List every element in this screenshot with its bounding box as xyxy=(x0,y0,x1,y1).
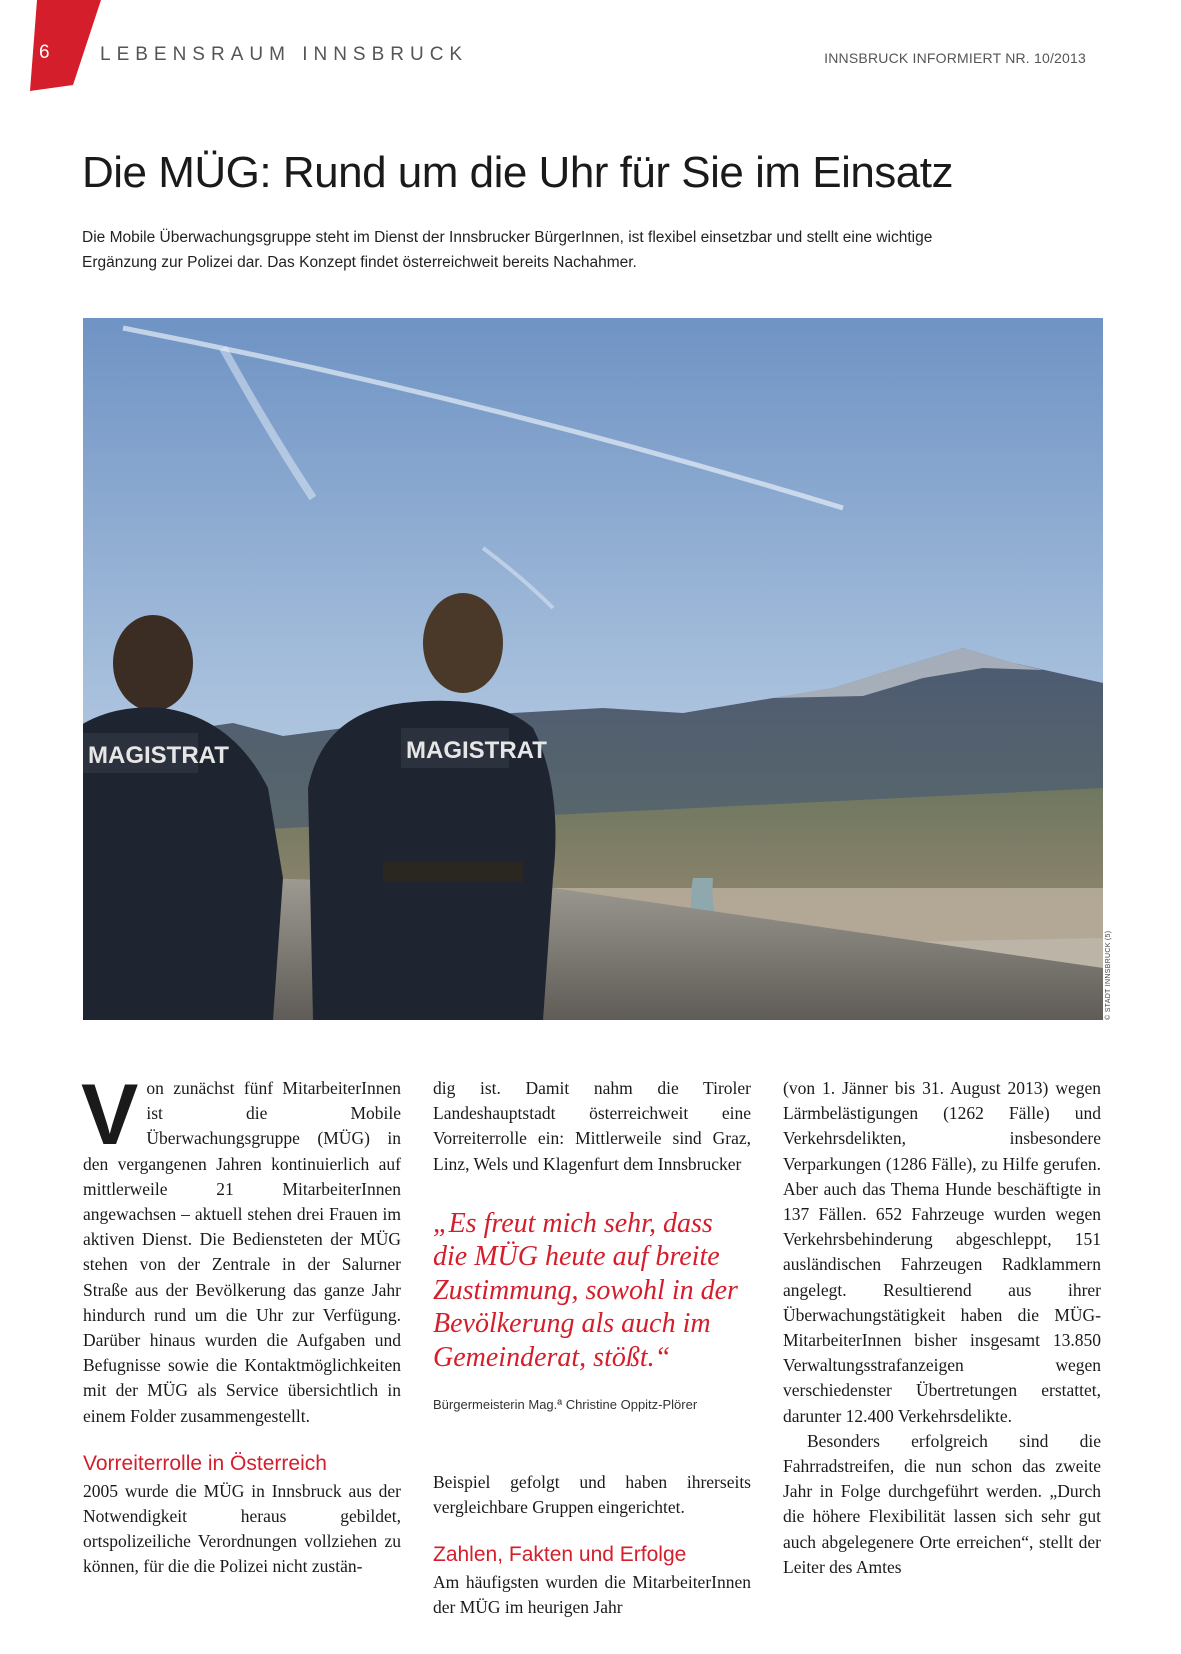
page-number: 6 xyxy=(39,42,50,63)
paragraph: Am häufigsten wurden die MitarbeiterInnen der MÜG im heurigen Jahr xyxy=(433,1571,751,1618)
paragraph: Besonders erfolgreich sind die Fahrradstreifen, die nun schon das zweite Jahr in Folge durchgeführt werden. „Durch die höhere Flexibilität lassen sich sehr gut auch abgelegenere Orte erreichen“, stellt der Leiter des Amtes xyxy=(783,1430,1101,1577)
article-column-2 xyxy=(433,1076,751,1620)
photo-credit: © STADT INNSBRUCK (5) xyxy=(1105,930,1112,1020)
subheading-vorreiterrolle: Vorreiterrolle in Österreich xyxy=(83,1451,327,1475)
article-column-1 xyxy=(81,1067,401,1580)
paragraph: Beispiel gefolgt und haben ihrerseits vergleichbare Gruppen eingerichtet. xyxy=(433,1471,751,1517)
article-column-3 xyxy=(783,1076,1101,1580)
paragraph: (von 1. Jänner bis 31. August 2013) wegen Lärmbelästigungen (1262 Fälle) und Verkehrsdelikten, insbesondere Verparkungen (1286 Fälle), zu Hilfe gerufen. Aber auch das Thema Hunde beschäftigte in 137 Fällen. 652 Fahrzeuge wurden wegen Verkehrsbehinderung abgeschleppt, 151 ausländischen Fahrzeugen Radklammern angelegt. Resultierend aus ihrer Überwachungstätigkeit haben die MÜG-MitarbeiterInnen bisher insgesamt 13.850 Verwaltungsstrafanzeigen wegen verschiedenster Übertretungen erstattet, darunter 12.400 Verkehrsdelikte. xyxy=(783,1078,1101,1426)
jacket-label-right: MAGISTRAT xyxy=(406,737,547,764)
jacket-label-left: MAGISTRAT xyxy=(88,742,229,769)
intro-paragraph xyxy=(81,1067,401,1429)
subheading-zahlen-fakten: Zahlen, Fakten und Erfolge xyxy=(433,1542,687,1566)
photo-illustration xyxy=(83,318,1103,1020)
section-label: LEBENSRAUM INNSBRUCK xyxy=(100,44,469,65)
paragraph: 2005 wurde die MÜG in Innsbruck aus der Notwendigkeit heraus gebildet, ortspolizeiliche Verordnungen vollziehen zu können, für die die Polizei nicht zustän- xyxy=(83,1480,401,1577)
pull-quote: „Es freut mich sehr, dass die MÜG heute auf breite Zustimmung, sowohl in der Bevölkerung als auch im Gemeinderat, stößt.“ xyxy=(433,1207,738,1373)
intro-text: on zunächst fünf MitarbeiterInnen ist die Mobile Überwachungsgruppe (MÜG) in den vergangenen Jahren kontinuierlich auf mittlerweile 21 MitarbeiterInnen angewachsen – aktuell stehen drei Frauen im aktiven Dienst. Die Bediensteten der MÜG stehen von der Zentrale in der Salurner Straße aus der Bevölkerung das ganze Jahr hindurch rund um die Uhr zur Verfügung. Darüber hinaus wurden die Aufgaben und Befugnisse sowie die Kontaktmöglichkeiten mit der MÜG als Service übersichtlich in einem Folder zusammengestellt. xyxy=(83,1078,401,1426)
quote-attribution: Bürgermeisterin Mag.ª Christine Oppitz-Plörer xyxy=(433,1397,698,1413)
article-headline: Die MÜG: Rund um die Uhr für Sie im Einsatz xyxy=(82,148,954,197)
paragraph: dig ist. Damit nahm die Tiroler Landeshauptstadt österreichweit eine Vorreiterrolle ein: Mittlerweile sind Graz, Linz, Wels und Klagenfurt dem Innsbrucker xyxy=(433,1078,751,1174)
article-photo xyxy=(83,318,1103,1020)
drop-cap: V xyxy=(81,1067,139,1163)
article-lead: Die Mobile Überwachungsgruppe steht im Dienst der Innsbrucker BürgerInnen, ist flexibel einsetzbar und stellt eine wichtige Ergänzung zur Polizei dar. Das Konzept findet österreichweit bereits Nachahmer. xyxy=(82,229,933,271)
issue-label: INNSBRUCK INFORMIERT NR. 10/2013 xyxy=(824,50,1086,66)
